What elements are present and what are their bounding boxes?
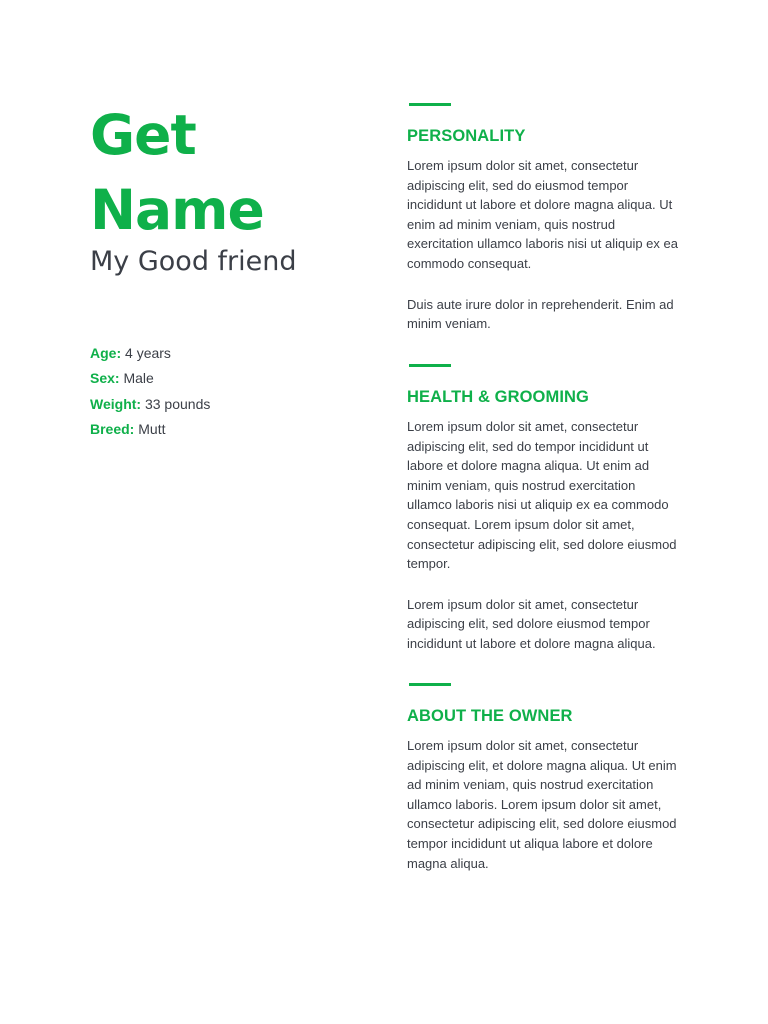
section-paragraph: Lorem ipsum dolor sit amet, consectetur adipiscing elit, et dolore magna aliqua. Ut enim ad minim veniam, quis nostrud exercitation ullamco laboris. Lorem ipsum dolor sit amet, consectetur adipiscing elit, sed dolore eiusmod tempor incididunt ut aliqua labore et dolore magna aliqua. bbox=[407, 738, 677, 871]
section-divider bbox=[409, 683, 451, 686]
page-title: Get Name bbox=[90, 103, 264, 242]
section-paragraph: Lorem ipsum dolor sit amet, consectetur adipiscing elit, sed dolore eiusmod tempor incididunt ut labore et dolore magna aliqua. bbox=[407, 596, 656, 651]
section-heading: HEALTH & GROOMING bbox=[407, 388, 589, 406]
fact-value: 33 pounds bbox=[144, 395, 211, 412]
section-health-grooming bbox=[407, 364, 682, 654]
section-divider bbox=[409, 364, 451, 367]
fact-breed bbox=[90, 419, 210, 444]
fact-label: Breed: bbox=[90, 420, 135, 437]
fact-value: 4 years bbox=[125, 345, 171, 361]
page-subtitle: My Good friend bbox=[90, 246, 297, 277]
section-heading: ABOUT THE OWNER bbox=[407, 707, 573, 725]
section-paragraph: Duis aute irure dolor in reprehenderit. Enim ad minim veniam. bbox=[407, 296, 674, 332]
section-personality bbox=[407, 103, 682, 334]
fact-label: Weight: bbox=[90, 395, 142, 412]
section-heading: PERSONALITY bbox=[407, 127, 526, 145]
pet-facts-list bbox=[90, 343, 210, 444]
section-about-owner bbox=[407, 683, 682, 873]
fact-sex bbox=[90, 368, 210, 393]
section-paragraph: Lorem ipsum dolor sit amet, consectetur adipiscing elit, sed do tempor incididunt ut labore et dolore magna aliqua. Ut enim ad minim veniam, quis nostrud exercitation ullamco laboris nisi ut aliquip ex ea commodo consequat. Lorem ipsum dolor sit amet, consectetur adipiscing elit, sed dolore eiusmod tempor. bbox=[407, 419, 677, 572]
fact-label: Sex: bbox=[90, 370, 120, 387]
fact-age bbox=[90, 343, 210, 368]
section-divider bbox=[409, 103, 451, 106]
section-paragraph: Lorem ipsum dolor sit amet, consectetur adipiscing elit, sed do eiusmod tempor incididunt ut labore et dolore magna aliqua. Ut enim ad minim veniam, quis nostrud exercitation ullamco laboris nisi ut aliquip ex ea commodo consequat. bbox=[407, 158, 678, 271]
fact-weight bbox=[90, 394, 210, 419]
fact-label: Age: bbox=[90, 345, 122, 361]
fact-value: Male bbox=[123, 370, 154, 387]
fact-value: Mutt bbox=[138, 420, 166, 437]
